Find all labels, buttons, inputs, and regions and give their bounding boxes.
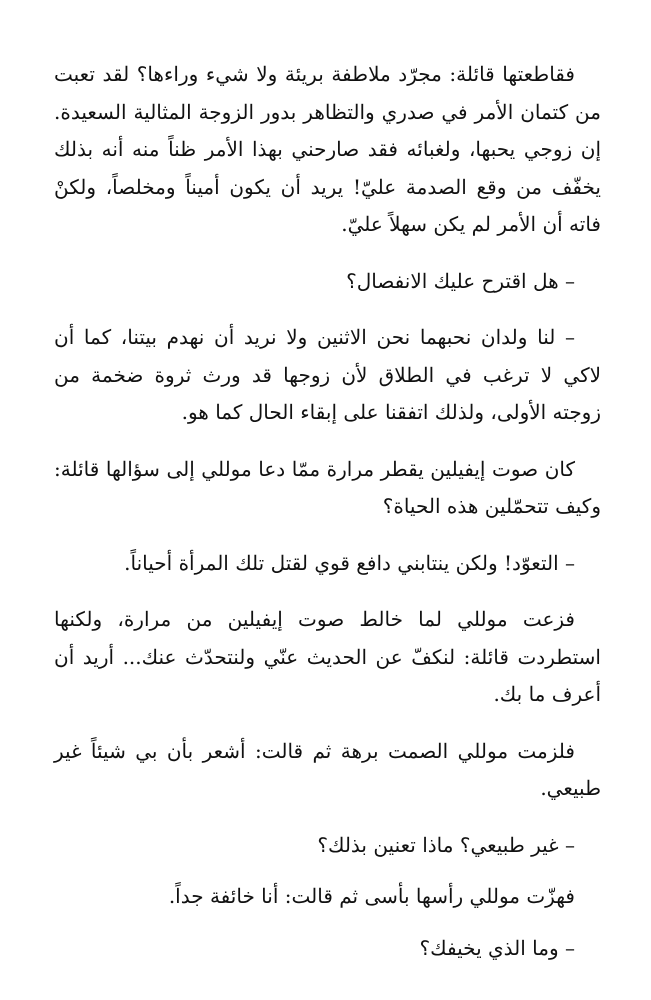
paragraph-3: – لنا ولدان نحبهما نحن الاثنين ولا نريد أن نهدم بيتنا، كما أن لاكي لا ترغب في الطلاق لأن زوجها قد ورث ثروة ضخمة من زوجته الأولى، ولذلك اتفقنا على إبقاء الحال كما هو.: [54, 325, 601, 424]
paragraph-8: – غير طبيعي؟ ماذا تعنين بذلك؟: [317, 832, 575, 857]
paragraph-6: فزعت موللي لما خالط صوت إيفيلين من مرارة، ولكنها استطردت قائلة: لنكفّ عن الحديث عنّي ولنتحدّث عنك... أريد أن أعرف ما بك.: [54, 607, 601, 706]
paragraph-7: فلزمت موللي الصمت برهة ثم قالت: أشعر بأن بي شيئاً غير طبيعي.: [54, 738, 601, 800]
paragraph-4: كان صوت إيفيلين يقطر مرارة ممّا دعا موللي إلى سؤالها قائلة: وكيف تتحمّلين هذه الحياة؟: [54, 456, 601, 518]
paragraph-9: فهزّت موللي رأسها بأسى ثم قالت: أنا خائفة جداً.: [168, 884, 575, 908]
paragraph-2: – هل اقترح عليك الانفصال؟: [346, 268, 575, 293]
paragraph-5: – التعوّد! ولكن ينتابني دافع قوي لقتل تلك المرأة أحياناً.: [124, 550, 575, 575]
paragraph-10: – وما الذي يخيفك؟: [419, 935, 575, 960]
paragraph-1: فقاطعتها قائلة: مجرّد ملاطفة بريئة ولا شيء وراءها؟ لقد تعبت من كتمان الأمر في صدري والتظاهر بدور الزوجة المثالية السعيدة. إن زوجي يحبها، ولغبائه فقد صارحني بهذا الأمر ظناً منه أنه بذلك يخفّف من وقع الصدمة عليّ! يريد أن يكون أميناً ومخلصاً، ولكنْ فاته أن الأمر لم يكن سهلاً عليّ.: [54, 62, 601, 236]
